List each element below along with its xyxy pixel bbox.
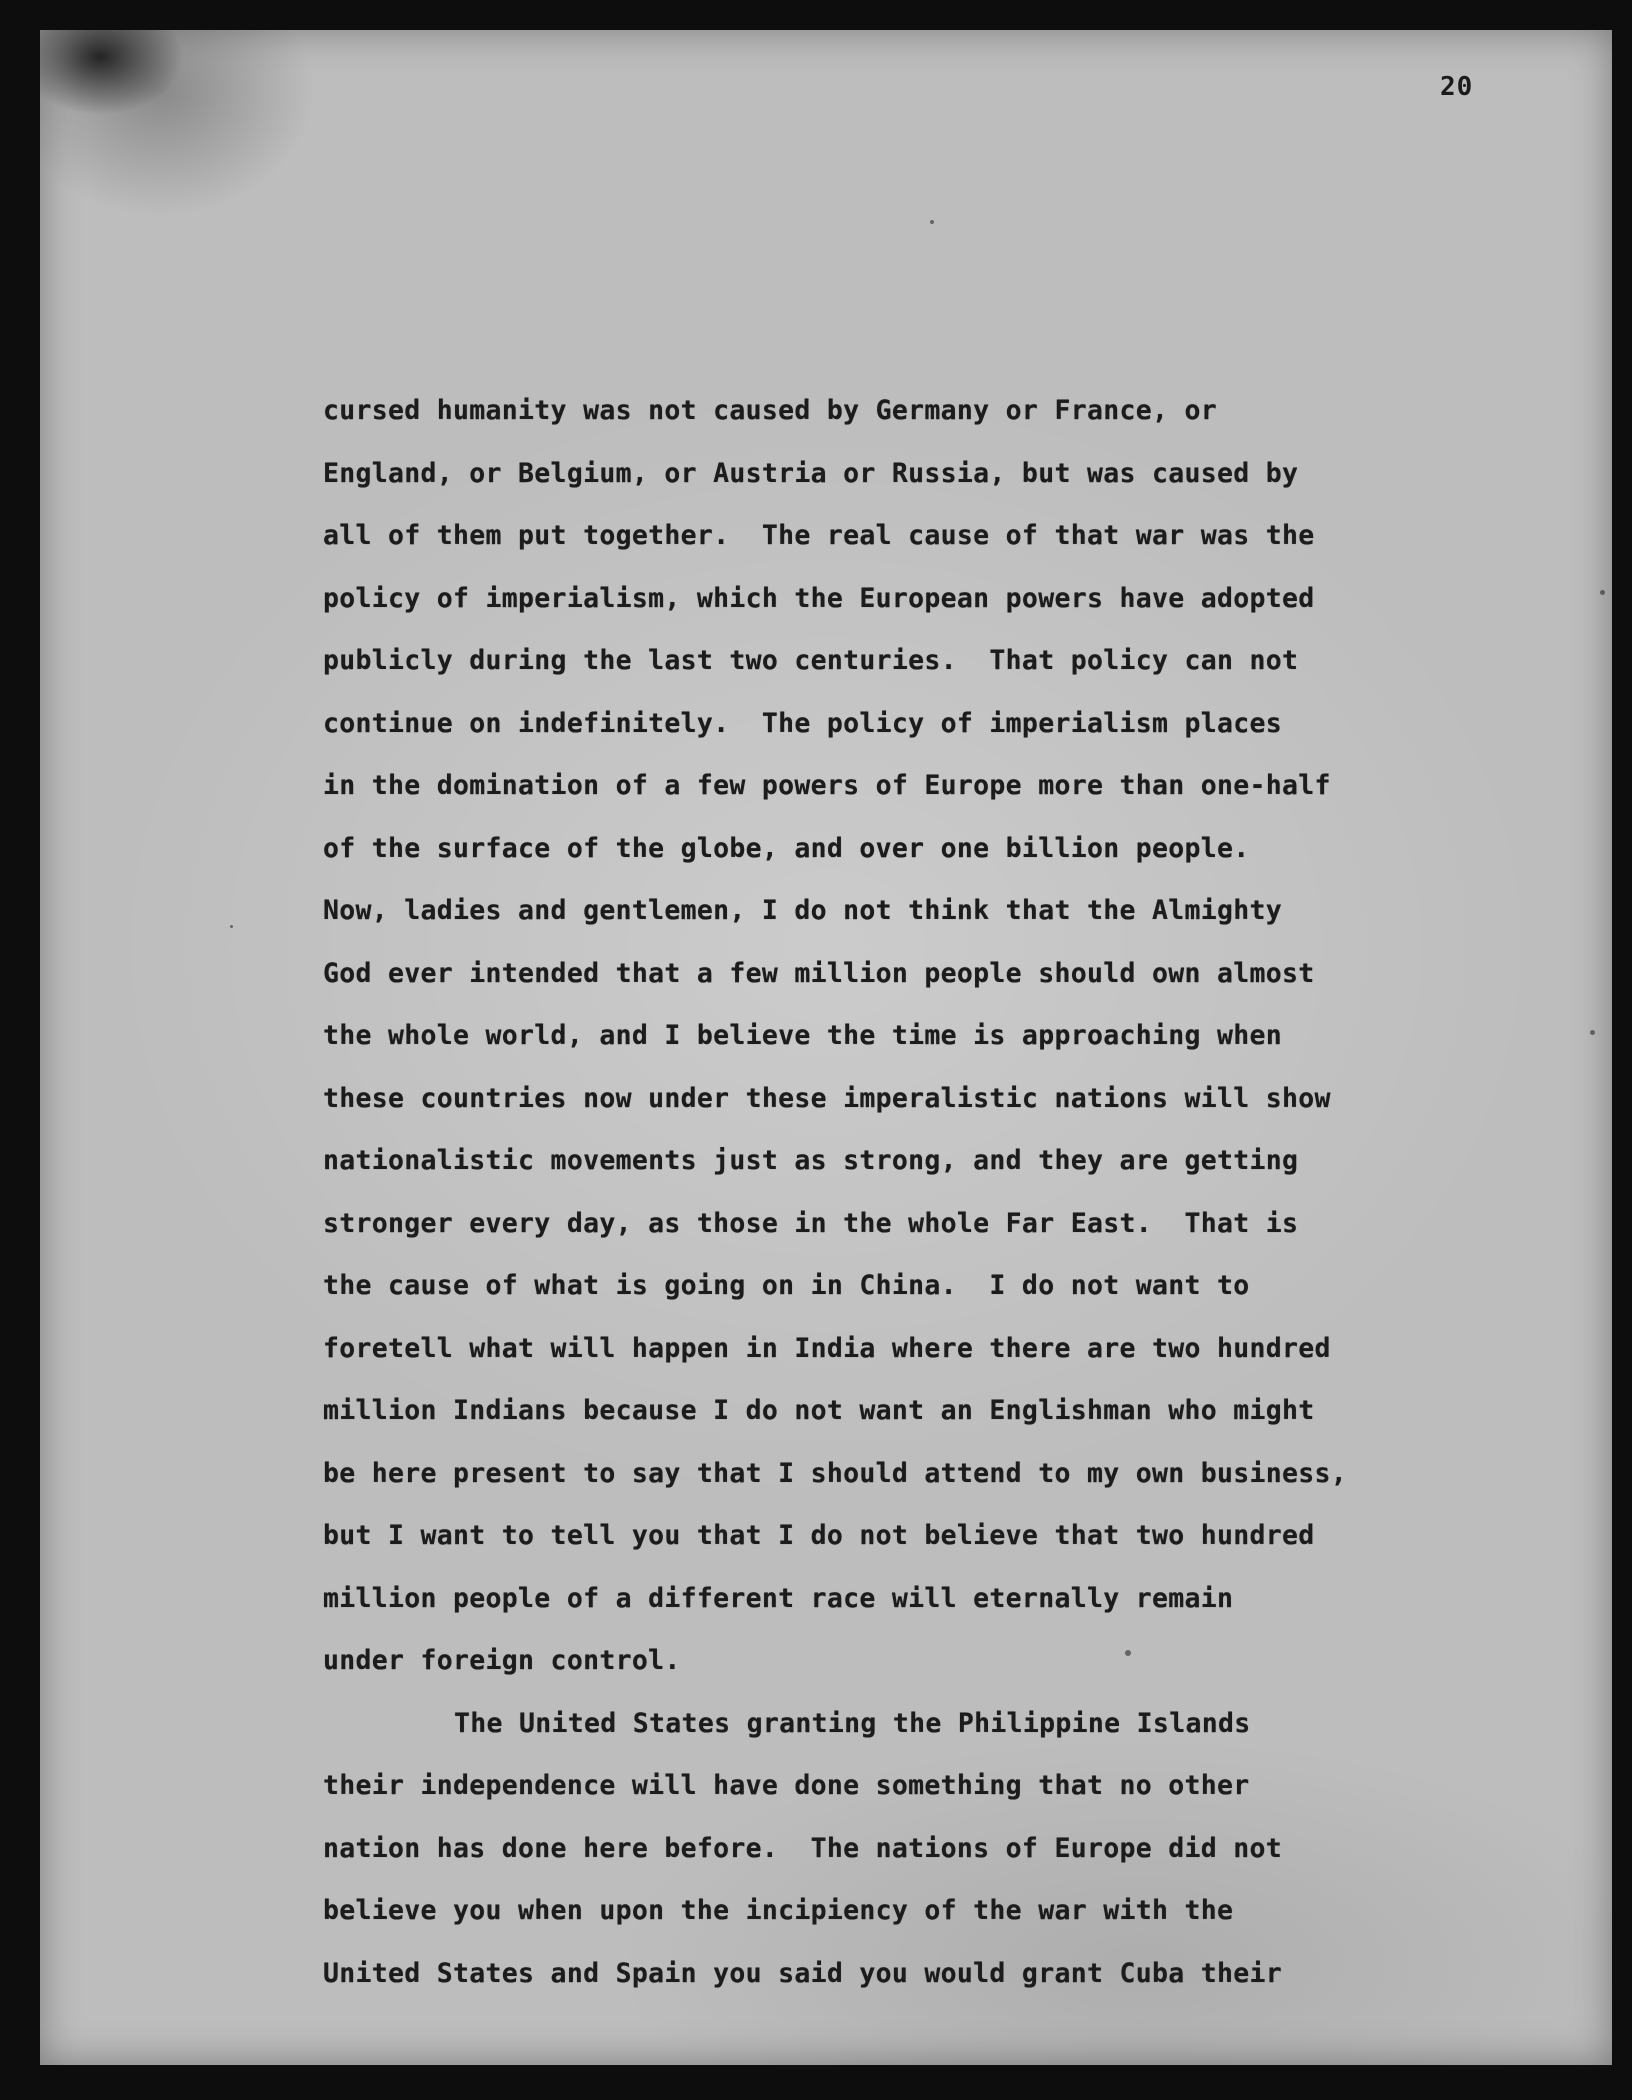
text-line: in the domination of a few powers of Europe more than one-half xyxy=(323,770,1331,801)
paragraph-1 xyxy=(323,380,1553,1693)
text-line: Now, ladies and gentlemen, I do not think that the Almighty xyxy=(323,895,1283,926)
text-line: the cause of what is going on in China. I do not want to xyxy=(323,1270,1250,1301)
text-line: nation has done here before. The nations of Europe did not xyxy=(323,1832,1283,1864)
text-line: million people of a different race will eternally remain xyxy=(323,1582,1234,1614)
text-line: their independence will have done something that no other xyxy=(323,1770,1250,1801)
text-line: policy of imperialism, which the European powers have adopted xyxy=(323,582,1315,614)
text-line: but I want to tell you that I do not believe that two hundred xyxy=(323,1520,1315,1551)
body-text xyxy=(323,380,1553,2005)
text-line: nationalistic movements just as strong, and they are getting xyxy=(323,1145,1299,1176)
text-line: God ever intended that a few million people should own almost xyxy=(323,957,1315,989)
text-line: million Indians because I do not want an Englishman who might xyxy=(323,1395,1315,1426)
text-line: of the surface of the globe, and over one billion people. xyxy=(323,832,1250,864)
text-line: be here present to say that I should attend to my own business, xyxy=(323,1457,1348,1489)
document-page xyxy=(40,30,1612,2065)
text-line: under foreign control. xyxy=(323,1645,681,1676)
text-line: foretell what will happen in India where there are two hundred xyxy=(323,1332,1331,1364)
page-number: 20 xyxy=(1440,72,1474,102)
text-line: cursed humanity was not caused by Germany or France, or xyxy=(323,395,1217,426)
text-line: these countries now under these imperalistic nations will show xyxy=(323,1082,1331,1114)
text-line: England, or Belgium, or Austria or Russia, but was caused by xyxy=(323,457,1299,489)
text-line: the whole world, and I believe the time is approaching when xyxy=(323,1020,1283,1051)
paper-speck xyxy=(1590,1030,1595,1035)
text-line: The United States granting the Philippine Islands xyxy=(454,1707,1251,1739)
paper-speck xyxy=(930,220,934,224)
text-line: United States and Spain you said you would grant Cuba their xyxy=(323,1957,1283,1989)
text-line: publicly during the last two centuries. That policy can not xyxy=(323,645,1299,676)
text-line: continue on indefinitely. The policy of imperialism places xyxy=(323,707,1283,739)
corner-smudge xyxy=(40,30,190,120)
text-line: all of them put together. The real cause of that war was the xyxy=(323,520,1315,551)
text-line: stronger every day, as those in the whole Far East. That is xyxy=(323,1207,1299,1239)
paragraph-2 xyxy=(323,1693,1553,2006)
paper-speck xyxy=(230,925,233,928)
text-line: believe you when upon the incipiency of the war with the xyxy=(323,1895,1234,1926)
paper-speck xyxy=(1600,590,1605,595)
